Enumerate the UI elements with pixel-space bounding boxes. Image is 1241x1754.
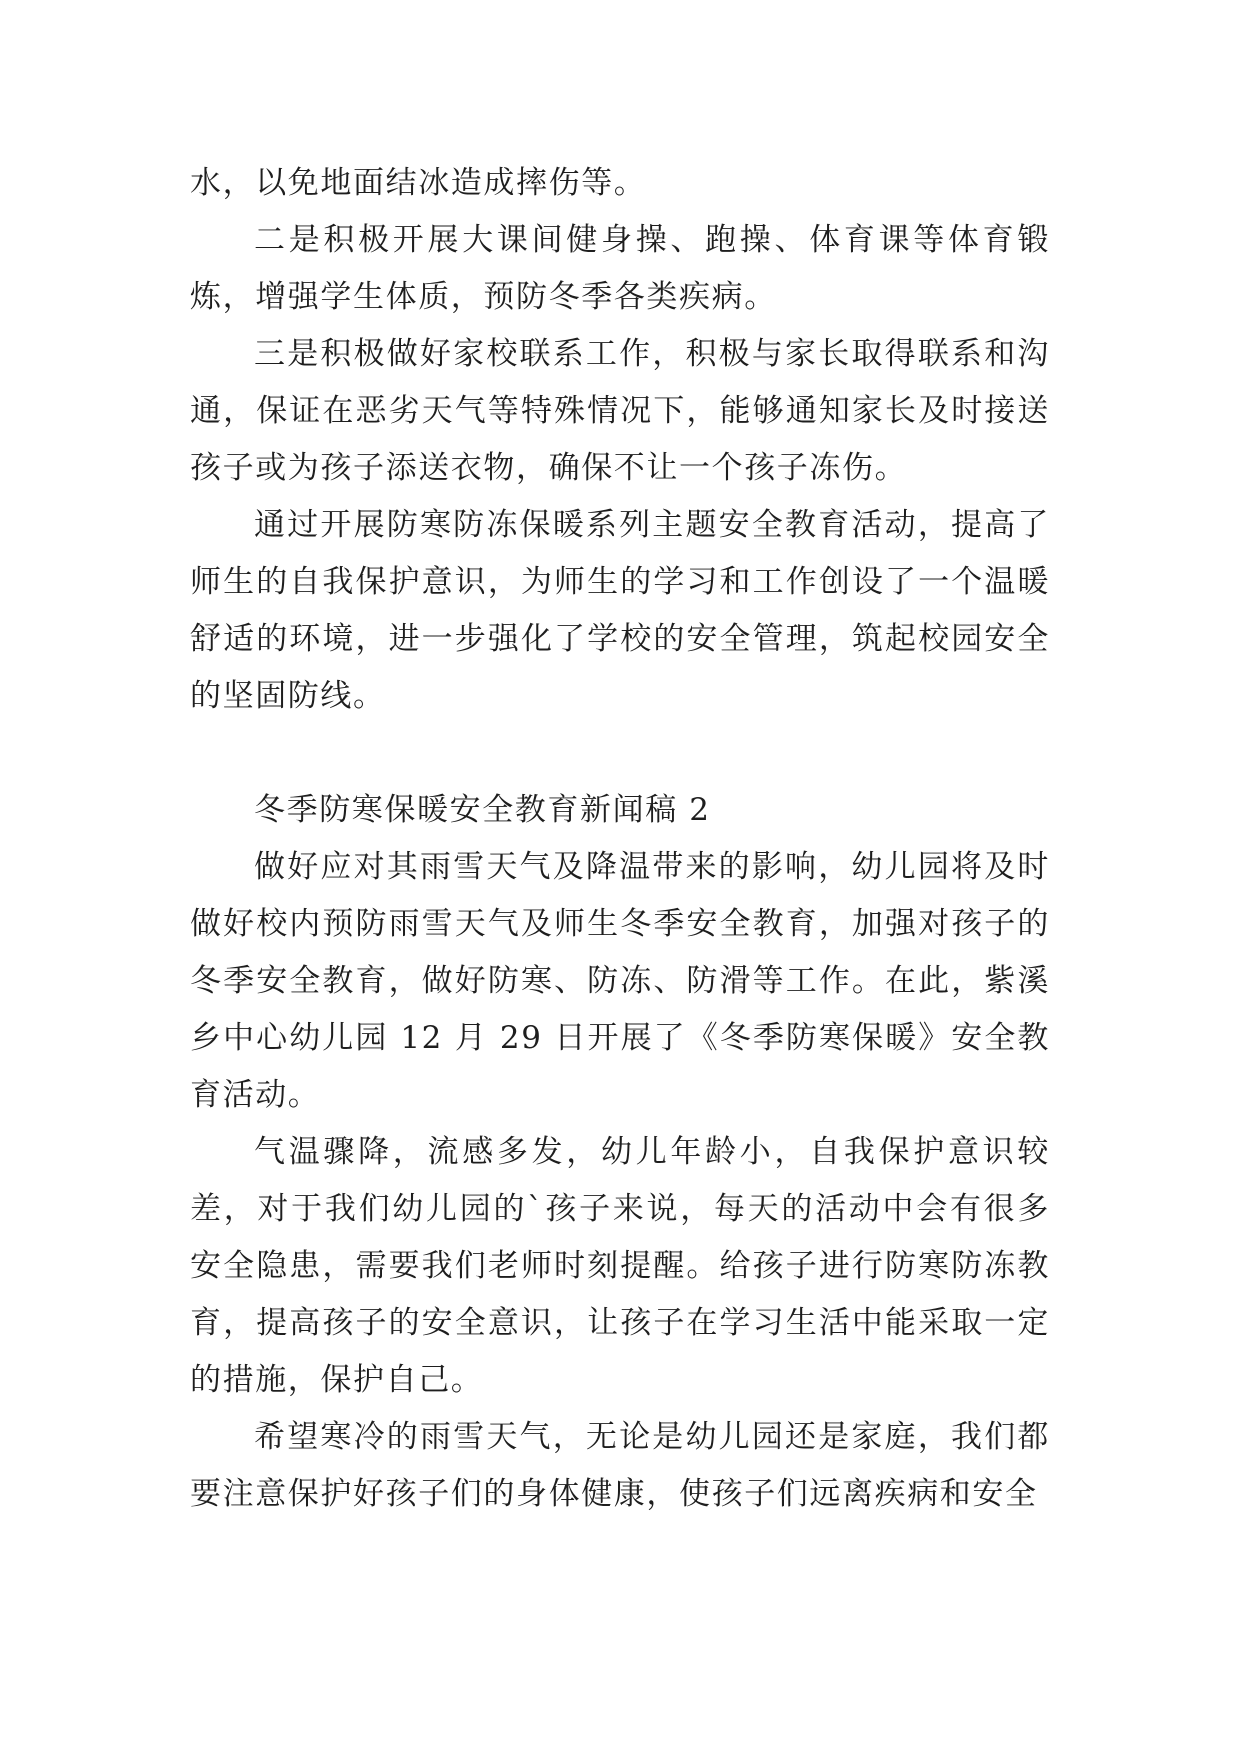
paragraph: 希望寒冷的雨雪天气，无论是幼儿园还是家庭，我们都要注意保护好孩子们的身体健康，使孩子们远离疾病和安全: [190, 1419, 1050, 1512]
paragraph: 通过开展防寒防冻保暖系列主题安全教育活动，提高了师生的自我保护意识，为师生的学习和工作创设了一个温暖舒适的环境，进一步强化了学校的安全管理，筑起校园安全的坚固防线。: [190, 507, 1050, 714]
paragraph: 做好应对其雨雪天气及降温带来的影响，幼儿园将及时做好校内预防雨雪天气及师生冬季安全教育，加强对孩子的冬季安全教育，做好防寒、防冻、防滑等工作。在此，紫溪乡中心幼儿园 12 月 29 日开展了《冬季防寒保暖》安全教育活动。: [190, 849, 1050, 1113]
paragraph: 二是积极开展大课间健身操、跑操、体育课等体育锻炼，增强学生体质，预防冬季各类疾病。: [190, 222, 1050, 315]
paragraph: 三是积极做好家校联系工作，积极与家长取得联系和沟通，保证在恶劣天气等特殊情况下，能够通知家长及时接送孩子或为孩子添送衣物，确保不让一个孩子冻伤。: [190, 336, 1050, 486]
section-spacer: [190, 725, 1050, 782]
paragraph: 气温骤降，流感多发，幼儿年龄小，自我保护意识较差，对于我们幼儿园的`孩子来说，每天的活动中会有很多安全隐患，需要我们老师时刻提醒。给孩子进行防寒防冻教育，提高孩子的安全意识，让孩子在学习生活中能采取一定的措施，保护自己。: [190, 1134, 1050, 1398]
paragraph-continuation: 水，以免地面结冰造成摔伤等。: [190, 165, 647, 201]
section-title: 冬季防寒保暖安全教育新闻稿 2: [254, 792, 711, 828]
document-body: [190, 155, 1050, 1523]
